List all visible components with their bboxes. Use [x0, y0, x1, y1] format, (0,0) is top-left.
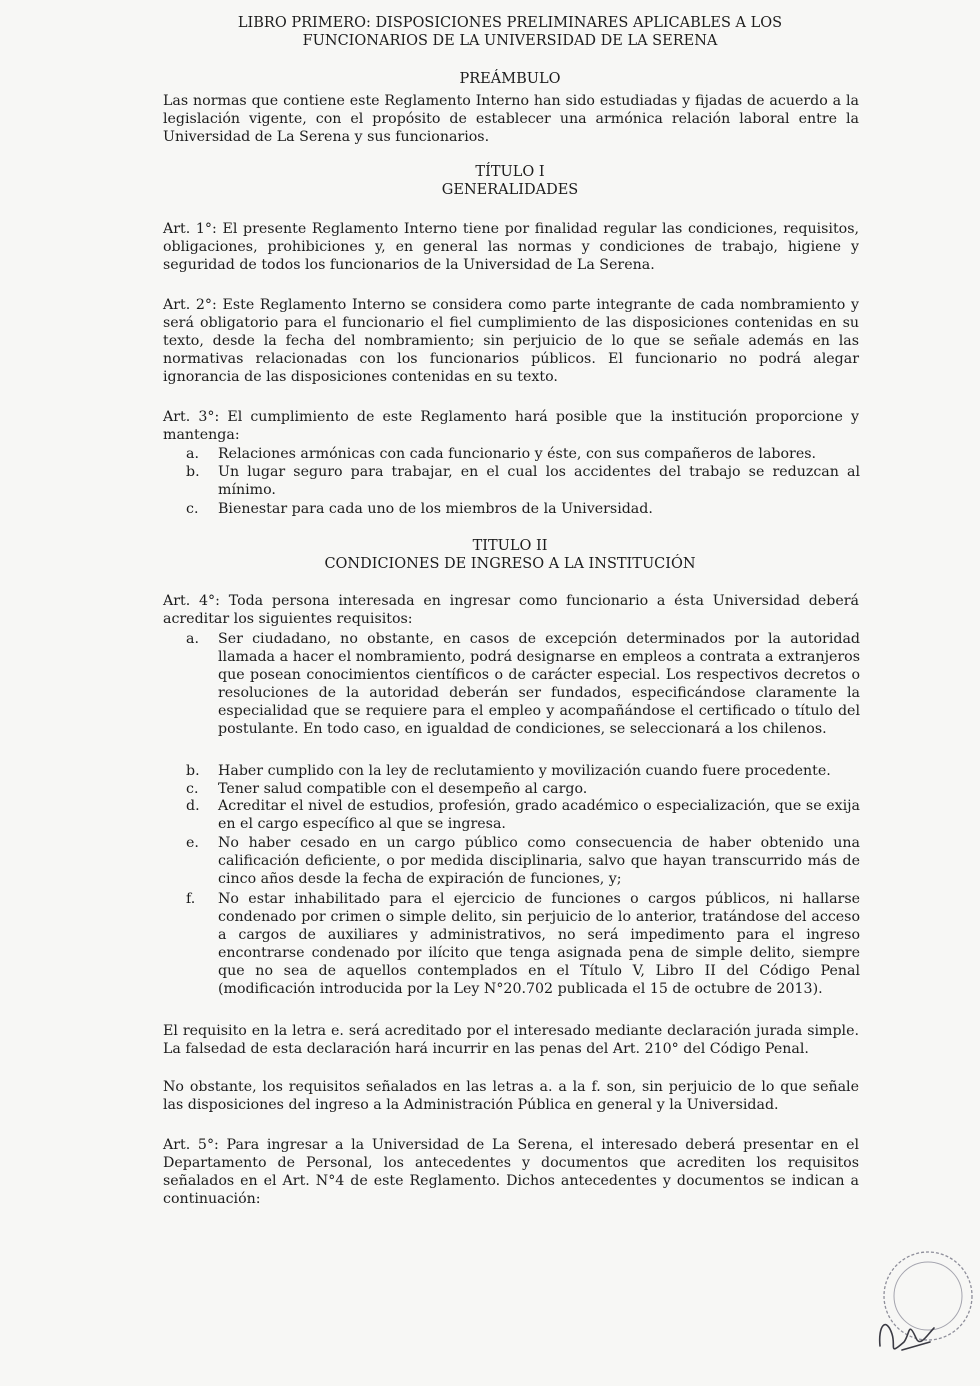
art3-item-c — [186, 500, 860, 518]
titulo1-heading — [160, 163, 860, 199]
no-obstante-paragraph: No obstante, los requisitos señalados en las letras a. a la f. son, sin perjuicio de lo que señale las disposiciones del ingreso a la Administración Pública en general y la Universidad. — [163, 1079, 859, 1113]
list-item-text: Haber cumplido con la ley de reclutamiento y movilización cuando fuere procedente. — [218, 763, 831, 779]
art3-item-a — [186, 445, 860, 463]
art3-paragraph — [163, 408, 859, 444]
book-heading — [160, 14, 860, 50]
list-item-label: c. — [186, 781, 199, 797]
list-item-label: a. — [186, 631, 199, 647]
titulo1-title: TÍTULO I — [475, 164, 545, 180]
art1-label: Art. 1°: — [163, 221, 217, 237]
art4-item-e — [186, 834, 860, 888]
list-item-label: b. — [186, 763, 200, 779]
art2-text: Este Reglamento Interno se considera como parte integrante de cada nombramiento y será obligatorio para el funcionario el fiel cumplimiento de las disposiciones contenidas en su texto, desde la fecha del nombramiento; sin perjuicio de lo que se señale además en las normativas relacionadas con los funcionarios públicos. El funcionario no podrá alegar ignorancia de las disposiciones contenidas en su texto. — [163, 297, 859, 385]
seal-inner-ring — [894, 1262, 962, 1330]
art2-paragraph — [163, 296, 859, 386]
art3-label: Art. 3°: — [163, 409, 220, 425]
list-item-label: a. — [186, 446, 199, 462]
art4-text: Toda persona interesada en ingresar como funcionario a ésta Universidad deberá acreditar los siguientes requisitos: — [163, 593, 860, 627]
art3-text: El cumplimiento de este Reglamento hará posible que la institución proporcione y mantenga: — [163, 409, 859, 443]
list-item-text: Relaciones armónicas con cada funcionario y éste, con sus compañeros de labores. — [218, 446, 817, 462]
book-heading-line1: LIBRO PRIMERO: DISPOSICIONES PRELIMINARES APLICABLES A LOS — [237, 15, 783, 31]
list-item-label: f. — [186, 891, 196, 907]
art4-item-f — [186, 890, 860, 998]
list-item-text: Acreditar el nivel de estudios, profesión, grado académico o especialización, que se exija en el cargo específico al que se ingresa. — [218, 798, 860, 832]
list-item-label: e. — [186, 835, 199, 851]
book-heading-line2: FUNCIONARIOS DE LA UNIVERSIDAD DE LA SERENA — [302, 33, 718, 49]
list-item-label: c. — [186, 501, 199, 517]
art1-text: El presente Reglamento Interno tiene por finalidad regular las condiciones, requisitos, obligaciones, prohibiciones y, en general las normas y condiciones de trabajo, higiene y seguridad de todos los funcionarios de la Universidad de La Serena. — [163, 221, 860, 273]
art4-item-c — [186, 780, 860, 798]
art1-paragraph — [163, 220, 859, 274]
titulo2-subtitle: CONDICIONES DE INGRESO A LA INSTITUCIÓN — [324, 556, 696, 572]
art5-label: Art. 5°: — [163, 1137, 219, 1153]
list-item-label: b. — [186, 464, 200, 480]
art5-text: Para ingresar a la Universidad de La Serena, el interesado deberá presentar en el Departamento de Personal, los antecedentes y documentos que acrediten los requisitos señalados en el Art. N°4 de este Reglamento. Dichos antecedentes y documentos se indican a continuación: — [163, 1137, 859, 1207]
requisito-e-paragraph: El requisito en la letra e. será acreditado por el interesado mediante declaración jurada simple. La falsedad de esta declaración hará incurrir en las penas del Art. 210° del Código Penal. — [163, 1023, 859, 1057]
art5-paragraph — [163, 1136, 859, 1208]
university-seal-stamp — [858, 1246, 978, 1366]
art4-paragraph — [163, 592, 859, 628]
art4-item-b — [186, 762, 860, 780]
list-item-text: Ser ciudadano, no obstante, en casos de excepción determinados por la autoridad llamada a hacer el nombramiento, podrá designarse en empleos a contrata a extranjeros que posean conocimientos científicos o de carácter especial. Los respectivos decretos o resoluciones de la autoridad deberán ser fundados, especificándose claramente la especialidad que se requiere para el empleo y acompañándose el certificado o título del postulante. En todo caso, en igualdad de condiciones, se seleccionará a los chilenos. — [218, 631, 860, 737]
list-item-text: No haber cesado en un cargo público como consecuencia de haber obtenido una calificación deficiente, o por medida disciplinaria, salvo que hayan transcurrido más de cinco años desde la fecha de expiración de funciones, y; — [218, 835, 860, 887]
preambulo-text: Las normas que contiene este Reglamento Interno han sido estudiadas y fijadas de acuerdo a la legislación vigente, con el propósito de establecer una armónica relación laboral entre la Universidad de La Serena y sus funcionarios. — [163, 93, 859, 145]
art2-label: Art. 2°: — [163, 297, 217, 313]
handwritten-signature — [880, 1325, 934, 1350]
art4-item-a — [186, 630, 860, 738]
titulo1-subtitle: GENERALIDADES — [441, 182, 579, 198]
titulo2-title: TITULO II — [472, 538, 548, 554]
art4-label: Art. 4°: — [163, 593, 220, 609]
list-item-label: d. — [186, 798, 200, 814]
seal-outer-ring — [884, 1252, 972, 1340]
art4-item-d — [186, 797, 860, 833]
preambulo-title: PREÁMBULO — [459, 71, 561, 87]
list-item-text: Tener salud compatible con el desempeño al cargo. — [218, 781, 588, 797]
list-item-text: No estar inhabilitado para el ejercicio de funciones o cargos públicos, ni hallarse condenado por crimen o simple delito, sin perjuicio de lo anterior, tratándose del acceso a cargos de auxiliares y administrativos, no será impedimento para el ingreso encontrarse condenado por ilícito que tenga asignada pena de simple delito, siempre que no sea de aquellos contemplados en el Título V, Libro II del Código Penal (modificación introducida por la Ley N°20.702 publicada el 15 de octubre de 2013). — [218, 891, 860, 997]
art3-item-b — [186, 463, 860, 499]
list-item-text: Un lugar seguro para trabajar, en el cual los accidentes del trabajo se reduzcan al mínimo. — [218, 464, 860, 498]
titulo2-heading — [160, 537, 860, 573]
list-item-text: Bienestar para cada uno de los miembros de la Universidad. — [218, 501, 653, 517]
